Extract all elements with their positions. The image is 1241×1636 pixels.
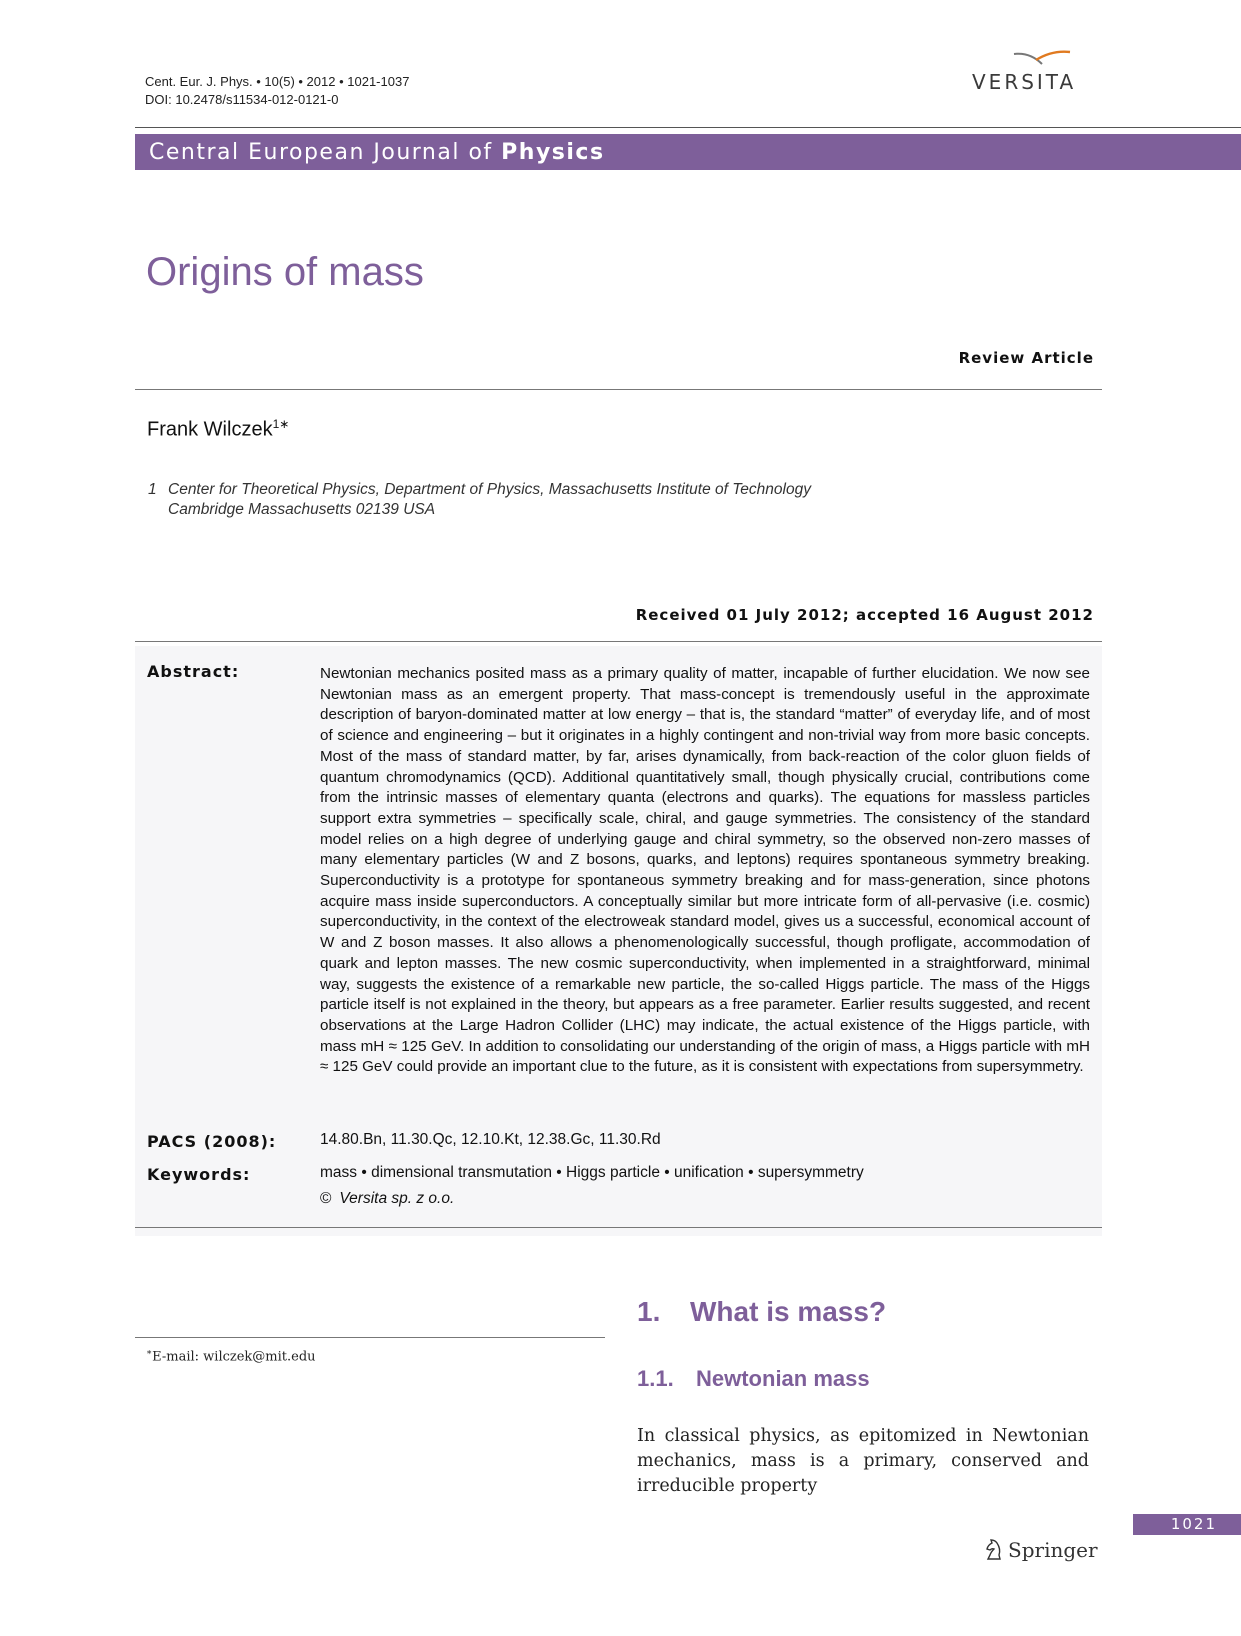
affiliation-line2: Cambridge Massachusetts 02139 USA — [168, 501, 436, 518]
page-number-tab — [1133, 1514, 1241, 1535]
journal-subject: Physics — [501, 140, 605, 165]
keywords: mass • dimensional transmutation • Higgs particle • unification • supersymmetry — [320, 1164, 864, 1181]
journal-name-prefix: Central European Journal of — [149, 140, 502, 165]
citation-journal: Cent. Eur. J. Phys. • 10(5) • 2012 • 1021-1037 — [145, 74, 410, 89]
author-marks: 1∗ — [272, 417, 290, 431]
subsection-heading — [637, 1366, 870, 1392]
abstract-label: Abstract: — [147, 662, 240, 681]
springer-wordmark: Springer — [1008, 1538, 1098, 1562]
affiliation-line1: Center for Theoretical Physics, Department of Physics, Massachusetts Institute of Technology — [168, 481, 811, 498]
springer-logo — [984, 1537, 1098, 1562]
footnote — [146, 1348, 316, 1364]
abstract-bottom-divider — [135, 1227, 1102, 1228]
footnote-divider — [135, 1337, 605, 1338]
header-divider — [135, 127, 1241, 128]
swoosh-icon — [1012, 48, 1072, 68]
abstract-top-divider — [135, 641, 1102, 642]
body-paragraph: In classical physics, as epitomized in Newtonian mechanics, mass is a primary, conserved and irreducible property — [637, 1426, 1089, 1496]
copyright — [320, 1190, 454, 1208]
citation-doi: DOI: 10.2478/s11534-012-0121-0 — [145, 92, 339, 107]
keywords-label: Keywords: — [147, 1165, 251, 1184]
copyright-holder: Versita sp. z o.o. — [339, 1190, 455, 1207]
versita-wordmark: VERSITA — [972, 70, 1077, 94]
page-number: 1021 — [1170, 1515, 1217, 1533]
author — [147, 417, 289, 442]
section-number: 1. — [637, 1296, 661, 1327]
section-heading — [637, 1296, 886, 1328]
abstract-text: Newtonian mechanics posited mass as a primary quality of matter, incapable of further elucidation. We now see Newtonian mass as an emergent property. That mass-concept is tremendously useful in the approximate description of baryon-dominated matter at low energy – that is, the standard “matter” of everyday life, and of most of science and engineering – but it originates in a highly contingent and non-trivial way from more basic concepts. Most of the mass of standard matter, by far, arises dynamically, from back-reaction of the color gluon fields of quantum chromodynamics (QCD). Additional quantitatively small, though physically crucial, contributions come from the intrinsic masses of elementary quanta (electrons and quarks). The equations for massless particles support extra symmetries – specifically scale, chiral, and gauge symmetries. The consistency of the standard model relies on a high degree of underlying gauge and chiral symmetry, so the observed non-zero masses of many elementary particles (W and Z bosons, quarks, and leptons) requires spontaneous symmetry breaking. Superconductivity is a prototype for spontaneous symmetry breaking and for mass-generation, since photons acquire mass inside superconductors. A conceptually similar but more intricate form of all-pervasive (i.e. cosmic) superconductivity, in the context of the electroweak standard model, gives us a successful, economical account of W and Z boson masses. It also allows a phenomenologically successful, though profligate, accommodation of quark and lepton masses. The new cosmic superconductivity, when implemented in a straightforward, minimal way, suggests the existence of a remarkable new particle, the so-called Higgs particle. The mass of the Higgs particle itself is not explained in the theory, but appears as a free parameter. Earlier results suggested, and recent observations at the Large Hadron Collider (LHC) may indicate, the actual existence of the Higgs particle, with mass mH ≈ 125 GeV. In addition to consolidating our understanding of the origin of mass, a Higgs particle with mH ≈ 125 GeV could provide an important clue to the future, as it is consistent with expectations from supersymmetry. — [320, 665, 1090, 1076]
journal-banner — [135, 134, 1241, 170]
article-type: Review Article — [958, 349, 1094, 367]
footnote-email: E-mail: wilczek@mit.edu — [152, 1349, 316, 1365]
subsection-title: Newtonian mass — [696, 1366, 870, 1391]
copyright-symbol: © — [320, 1190, 332, 1207]
abstract-box — [135, 646, 1102, 1236]
author-name: Frank Wilczek — [147, 418, 273, 441]
article-title: Origins of mass — [146, 250, 424, 294]
subsection-number: 1.1. — [637, 1366, 674, 1391]
knight-icon — [984, 1537, 1004, 1561]
section-title: What is mass? — [690, 1296, 887, 1327]
pacs-codes: 14.80.Bn, 11.30.Qc, 12.10.Kt, 12.38.Gc, 11.30.Rd — [320, 1131, 661, 1148]
affiliation-number: 1 — [148, 481, 157, 498]
citation — [145, 73, 409, 109]
journal-name — [149, 140, 605, 165]
received-dates: Received 01 July 2012; accepted 16 August 2012 — [635, 606, 1094, 624]
footnote-mark: ∗ — [146, 1348, 153, 1358]
versita-logo — [972, 48, 1082, 98]
title-divider — [135, 389, 1102, 390]
pacs-label: PACS (2008): — [147, 1132, 277, 1151]
affiliation — [148, 480, 811, 520]
